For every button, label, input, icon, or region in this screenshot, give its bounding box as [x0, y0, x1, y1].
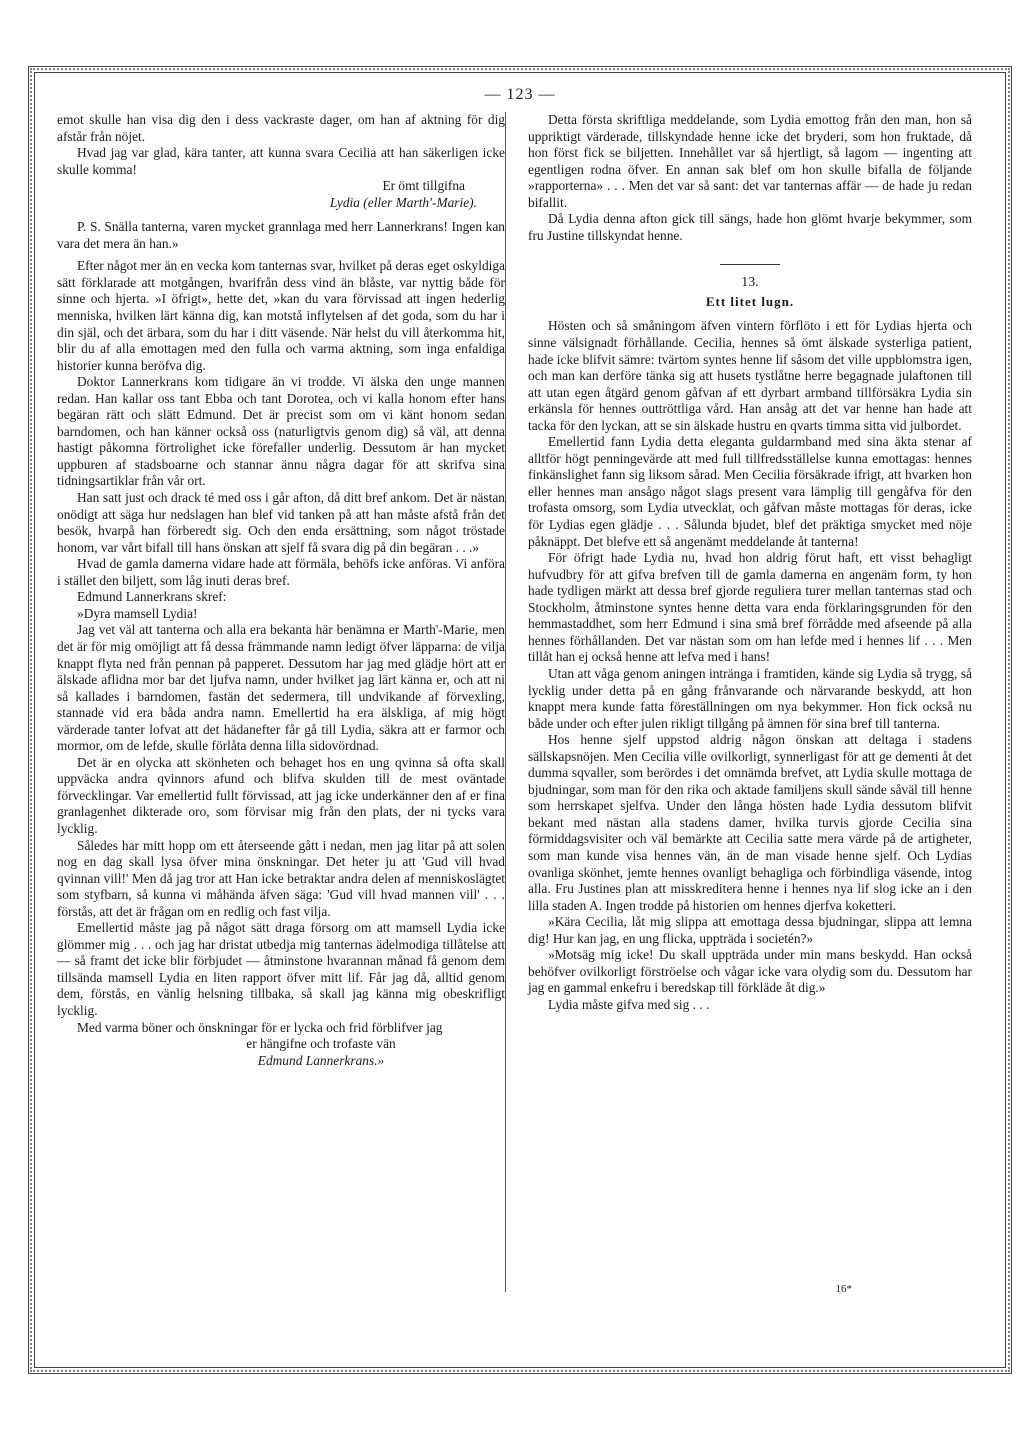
paragraph: Således har mitt hopp om ett återseende gått i nedan, men jag litar på att solen nog en dag skall lysa öfver mina önskningar. Det heter ju att 'Gud vill hvad qvinnan vill!' Men då jag tror att Han icke betraktar andra delen af menniskoslägtet som styfbarn, så kunna vi måhända äfven säga: 'Gud vill hvad mannen vill' . . . förstås, att det är frågan om en redlig och fast vilja.: [57, 837, 505, 919]
chapter-title: Ett litet lugn.: [705, 293, 795, 309]
page-number: — 123 —: [484, 86, 556, 103]
paragraph: För öfrigt hade Lydia nu, hvad hon aldrig förut haft, ett visst behagligt hufvudbry för att gifva brefven till de gamla damerna en angenäm form, ty hon hade tydligen märkt att dessa bref gjorde reguliera turer mellan tanternas stad och Stockholm, åtminstone syntes henne detta vara enda förklaringsgrunden för den hemmastaddhet, som herr Edmund i sina små bref förrådde med afseende på alla hennes förhållanden. Det var nästan som om han lefde med i hennes lif . . . Men tillåt han ej också henne att lefva med i hans!: [528, 550, 972, 665]
paragraph: Med varma böner och önskningar för er lycka och frid förblifver jag: [77, 1019, 443, 1035]
chapter-number: 13.: [741, 275, 759, 291]
signature-mark: 16*: [835, 1283, 852, 1296]
paragraph: Jag vet väl att tanterna och alla era bekanta här benämna er Marth'-Marie, men det är för mig omöjligt att få dessa främmande namn ledigt öfver läpparna: de vilja knappt flyta ned från pennan på papperet. Dessutom har jag med glädje hört att er älskade aflidna mor bar det ljufva namn, under hvilket jag lärt känna er, och att ni så kallades i barndomen, fastän det sedermera, till undvikande af förvexling, stannade vid era båda andra namn. Emellertid ha era älskliga, af mig högt värderade tanter lofvat att det hädanefter får gå till Lydia, säkra att er farmor och mormor, om de lefde, skulle förlåta denna lilla sidovördnad.: [57, 622, 505, 754]
postscript: P. S. Snälla tanterna, varen mycket grannlaga med herr Lannerkrans! Ingen kan vara det mera än han.»: [57, 219, 505, 251]
paragraph: Hösten och så småningom äfven vintern förflöto i ett för Lydias hjerta och sinne välsignadt förhållande. Cecilia, hennes så ömt älskade systerliga patient, hade icke blifvit sämre: tvärtom syntes henne lif såsom det ville uppblomstra igen, och man kan derföre tänka sig att husets tystlåtne herre begagnade julaftonen till att utan egen åtgärd genom gåfvan af ett dyrbart armband tillförsäkra Lydia sin erkänsla för hennes outtröttliga vård. Han ansåg att det var henne han hade att tacka för den lyckan, att se sin älskade hustru en qvarts timma sitta vid julbordet.: [528, 318, 972, 433]
page: [28, 66, 1012, 1374]
paragraph: Efter något mer än en vecka kom tanternas svar, hvilket på deras eget oskyldiga sätt förklarade att motgången, hvarifrån dess vind än blåste, var nyttig både för sinne och hjerta. »I öfrigt», hette det, »kan du vara förvissad att ingen hederlig menniska, hvilken lärt känna dig, kan motstå inflytelsen af det goda, som du har i din själ, och det ärbara, som du har i ditt väsende. När helst du vill återkomma hit, blir du af alla emottagen med den fulla och varma aktning, som inga enfaldiga historier kunna beröfva dig.: [57, 258, 505, 373]
paragraph: Då Lydia denna afton gick till sängs, hade hon glömt hvarje bekymmer, som fru Justine tillskyndat henne.: [528, 211, 972, 243]
paragraph: Han satt just och drack té med oss i går afton, då ditt bref ankom. Det är nästan onödigt att säga hur nedslagen han blef vid tanken på att han måste afstå från det besök, hvarpå han förberedt sig. Och den enda ersättning, som något tröstade honom, var vårt bifall till hans önskan att sjelf få svara dig på din begäran . . .»: [57, 490, 505, 555]
right-column: [505, 112, 972, 1296]
paragraph: Det är en olycka att skönheten och behaget hos en ung qvinna så ofta skall uppväcka andra qvinnors afund och blifva skulden till de mest oväntade förvecklingar. Var emellertid fullt förvissad, att jag icke underkänner den af er fina granlagenhet dikterade oro, som förvisar mig från den plats, der ni tycks vara lycklig.: [57, 754, 505, 836]
left-column: [57, 112, 505, 1069]
letter-salutation: »Dyra mamsell Lydia!: [77, 605, 198, 621]
paragraph: »Motsäg mig icke! Du skall uppträda under min mans beskydd. Han också behöfver ovilkorligt förströelse och vågar icke vara olydig som du. Dessutom har jag en gammal enkefru i beredskap till förkläde åt dig.»: [528, 947, 972, 996]
paragraph: Emellertid fann Lydia detta eleganta guldarmband med sina äkta stenar af alltför högt penningevärde att med full tillfredsställelse kunna emottagas: hennes finkänslighet fann sig liksom sårad. Men Cecilia försäkrade ifrigt, att hvarken hon eller hennes man ansågo något slags present vara lämplig till gengåfva för den trofasta omsorg, som Lydia utvecklat, och gåfvan måste mottagas för deras, icke för Lydias egen glädje . . . Sålunda bjudet, blef det präktiga smycket med nöje påknäppt. Det blefve ett så angenämt meddelande åt tanterna!: [528, 434, 972, 549]
paragraph: Hos henne sjelf uppstod aldrig någon önskan att deltaga i stadens sällskapsnöjen. Men Cecilia ville ovilkorligt, synnerligast för att ge dementi åt det dumma sqvaller, som berördes i det omnämda brefvet, att Lydia skulle mottaga de bjudningar, som man för den rika och aktade familjens skull sände såväl till henne som herrskapet sjelfva. Under den långa hösten hade Lydia dessutom blifvit bekant med nästan alla stadens damer, hvilka turvis gjorde Cecilia sina förmiddagsvisiter och väl bemärkte att Cecilia satte mera värde på de artigheter, som man kunde visa hennes vän, än de man visade henne sjelf. Och Lydias ovanliga skönhet, jemte hennes ovanligt behagliga och förbindliga väsende, intog alla. Fru Justines plan att misskreditera henne i hennes nya lif slog icke an i den lilla staden A. Ingen trodde på historien om hennes djerfva koketteri.: [528, 732, 972, 913]
letter-signature: Edmund Lannerkrans.»: [257, 1052, 385, 1068]
letter-closing: Er ömt tillgifna: [382, 178, 465, 194]
letter-closing: er hängifne och trofaste vän: [246, 1036, 396, 1052]
letter-signature: Lydia (eller Marth'-Marie).: [329, 194, 477, 210]
chapter-divider: [720, 264, 780, 265]
paragraph: Detta första skriftliga meddelande, som Lydia emottog från den man, hon så uppriktigt värderade, tillskyndade henne icke det bryderi, som hon fruktade, då hon först fick se biljetten. Innehållet var så hjertligt, så lagom — ingenting att egentligen rodna öfver. En annan sak blef om hon skulle bifalla de följande »rapporterna» . . . Men det var så sant: det var tanternas affär — de hade ju redan bifallit.: [528, 112, 972, 210]
paragraph: »Kära Cecilia, låt mig slippa att emottaga dessa bjudningar, slippa att lemna dig! Hur kan jag, en ung flicka, uppträda i societén?»: [528, 914, 972, 946]
paragraph: Hvad jag var glad, kära tanter, att kunna svara Cecilia att han säkerligen icke skulle komma!: [57, 145, 505, 177]
paragraph: Lydia måste gifva med sig . . .: [548, 996, 710, 1012]
paragraph: Emellertid måste jag på något sätt draga försorg om att mamsell Lydia icke glömmer mig . . . och jag har dristat utbedja mig tanternas ädelmodiga tillåtelse att — så framt det icke blir förbjudet — åtminstone hvarannan månad få genom dem tillsända mamsell Lydia en liten rapport öfver mitt lif. Får jag då, alltid genom dem, förstås, en vänlig helsning tillbaka, så skall jag känna mig obeskrifligt lycklig.: [57, 920, 505, 1018]
paragraph: Doktor Lannerkrans kom tidigare än vi trodde. Vi älska den unge mannen redan. Han kallar oss tant Ebba och tant Dorotea, och vi kalla honom efter hans begäran rätt och slätt Edmund. Det är precist som om vi känt honom sedan barndomen, och han känner också oss (naturligtvis genom dig) så väl, att denna hastigt påkomna förtrolighet icke förefaller underlig. Dessutom är han mycket uppburen af stadsboarne och stannar ännu några dagar för att skrifva sina tidningsartiklar från vår ort.: [57, 374, 505, 489]
paragraph: emot skulle han visa dig den i dess vackraste dager, om han af aktning för dig afstår från nöjet.: [57, 112, 505, 144]
paragraph: Edmund Lannerkrans skref:: [77, 589, 227, 605]
paragraph: Utan att våga genom aningen intränga i framtiden, kände sig Lydia så trygg, så lycklig under detta på en gång frånvarande och närvarande beskydd, att hon knappt mera kunde fatta föreställningen om nya bekymmer. Hon fick också nu både under och efter julen rikligt tillgång på ämnen för sina bref till tanterna.: [528, 665, 972, 731]
paragraph: Hvad de gamla damerna vidare hade att förmäla, behöfs icke anföras. Vi anföra i stället den biljett, som låg inuti deras bref.: [57, 556, 505, 588]
